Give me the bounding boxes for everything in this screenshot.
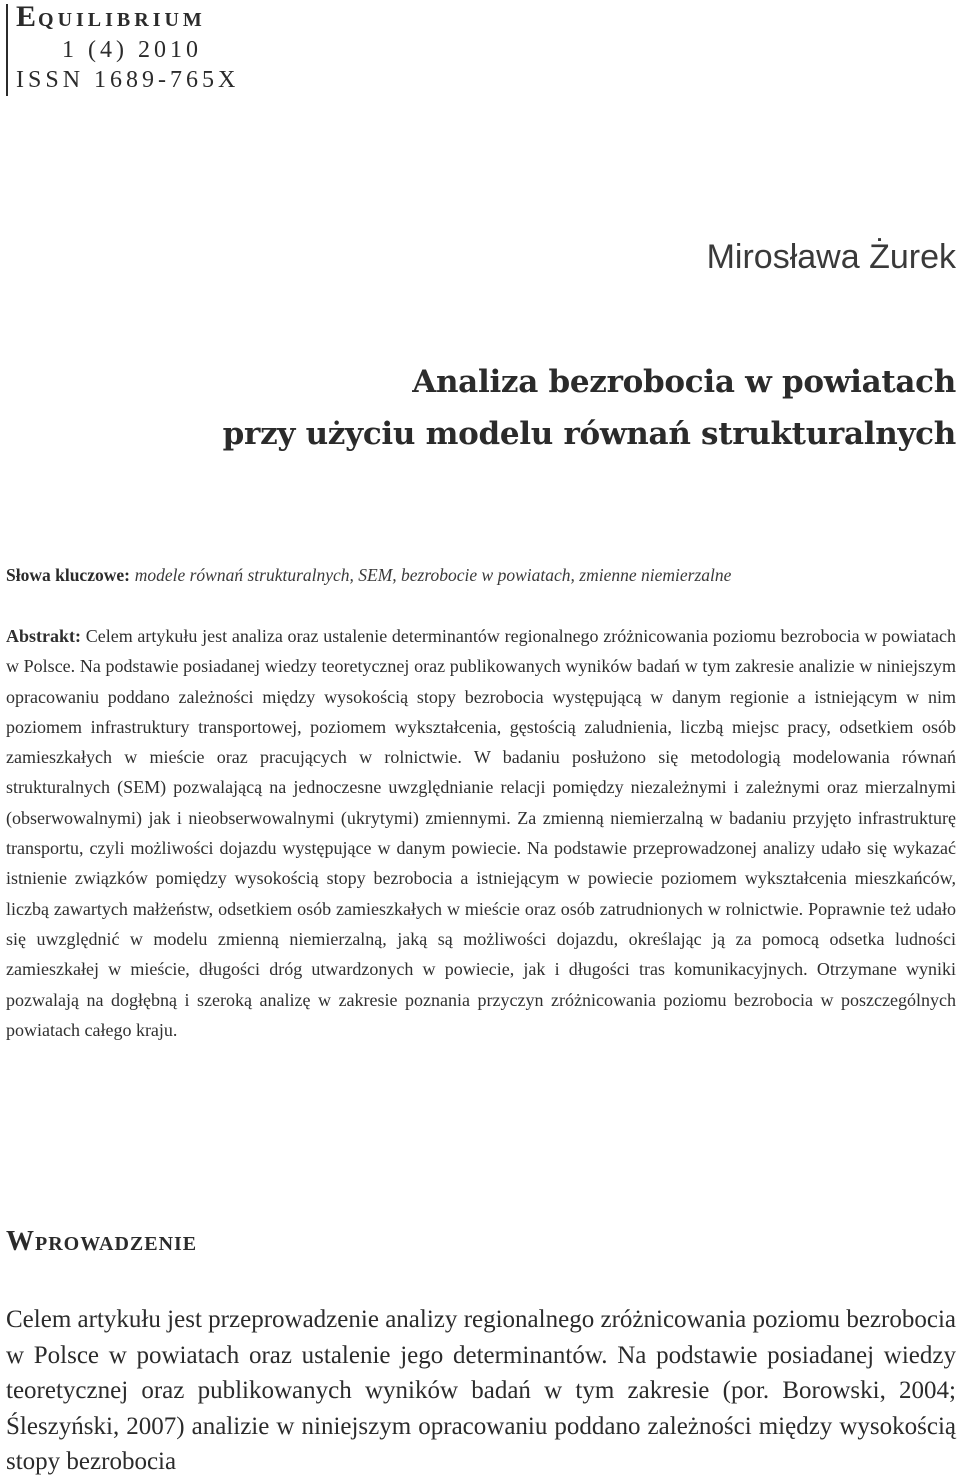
keywords bbox=[6, 562, 956, 589]
section-heading-initial: W bbox=[6, 1226, 35, 1257]
article-title-line-2: przy użyciu modelu równań strukturalnych bbox=[222, 416, 956, 452]
journal-name-rest: QUILIBRIUM bbox=[38, 9, 206, 31]
article-title-line-1: Analiza bezrobocia w powiatach bbox=[412, 364, 956, 400]
keywords-value: modele równań strukturalnych, SEM, bezrobocie w powiatach, zmienne niemierzalne bbox=[134, 565, 732, 585]
abstract bbox=[6, 621, 956, 1045]
keywords-label: Słowa kluczowe: bbox=[6, 565, 130, 585]
introduction-paragraph: Celem artykułu jest przeprowadzenie analizy regionalnego zróżnicowania poziomu bezrobocia w Polsce w powiatach oraz ustalenie jego determinantów. Na podstawie posiadanej wiedzy teoretycznej oraz publikowanych wyników badań w tym zakresie (por. Borowski, 2004; Śleszyński, 2007) analizie w niniejszym opracowaniu poddano zależności między wysokością stopy bezrobocia bbox=[6, 1306, 956, 1475]
section-heading-introduction bbox=[6, 1226, 197, 1258]
abstract-text: Celem artykułu jest analiza oraz ustalenie determinantów regionalnego zróżnicowania poziomu bezrobocia w powiatach w Polsce. Na podstawie posiadanej wiedzy teoretycznej oraz publikowanych wyników badań w tym zakresie analizie w niniejszym opracowaniu poddano zależności między wysokością stopy bezrobocia występującą w danym regionie a istniejącym w nim poziomem infrastruktury transportowej, poziomem wykształcenia, gęstością zaludnienia, liczbą miejsc pracy, odsetkiem osób zamieszkałych w mieście oraz pracujących w rolnictwie. W badaniu posłużono się metodologią modelowania równań strukturalnych (SEM) pozwalającą na jednoczesne uwzględnianie relacji pomiędzy niezależnymi i zależnymi oraz mierzalnymi (obserwowalnymi) jak i nieobserwowalnymi (ukrytymi) zmiennymi. Za zmienną niemierzalną w badaniu przyjęto infrastrukturę transportu, czyli możliwości dojazdu występujące w danym powiecie. Na podstawie przeprowadzonej analizy udało się wykazać istnienie związków pomiędzy wysokością stopy bezrobocia a istniejącym w powiecie poziomem wykształcenia mieszkańców, liczbą zawartych małżeństw, odsetkiem osób zamieszkałych w mieście oraz osób zatrudnionych w rolnictwie. Poprawnie też udało się uwzględnić w modelu zmienną niemierzalną, jaką są możliwości dojazdu, określając ją za pomocą odsetka ludności zamieszkałej w mieście, długości dróg utwardzonych w powiecie, jak i długości tras komunikacyjnych. Otrzymane wyniki pozwalają na dogłębną i szeroką analizę w zakresie poznania przyczyn zróżnicowania poziomu bezrobocia w poszczególnych powiatach całego kraju. bbox=[6, 626, 956, 1040]
journal-name-initial: E bbox=[16, 0, 39, 33]
abstract-label: Abstrakt: bbox=[6, 626, 81, 646]
journal-name bbox=[16, 2, 239, 35]
journal-issn: ISSN 1689-765X bbox=[16, 67, 240, 93]
article-title bbox=[223, 356, 956, 460]
journal-header bbox=[6, 0, 240, 96]
author-name: Mirosława Żurek bbox=[706, 238, 956, 276]
section-heading-rest: PROWADZENIE bbox=[35, 1233, 198, 1255]
journal-issue: 1 (4) 2010 bbox=[62, 37, 202, 63]
